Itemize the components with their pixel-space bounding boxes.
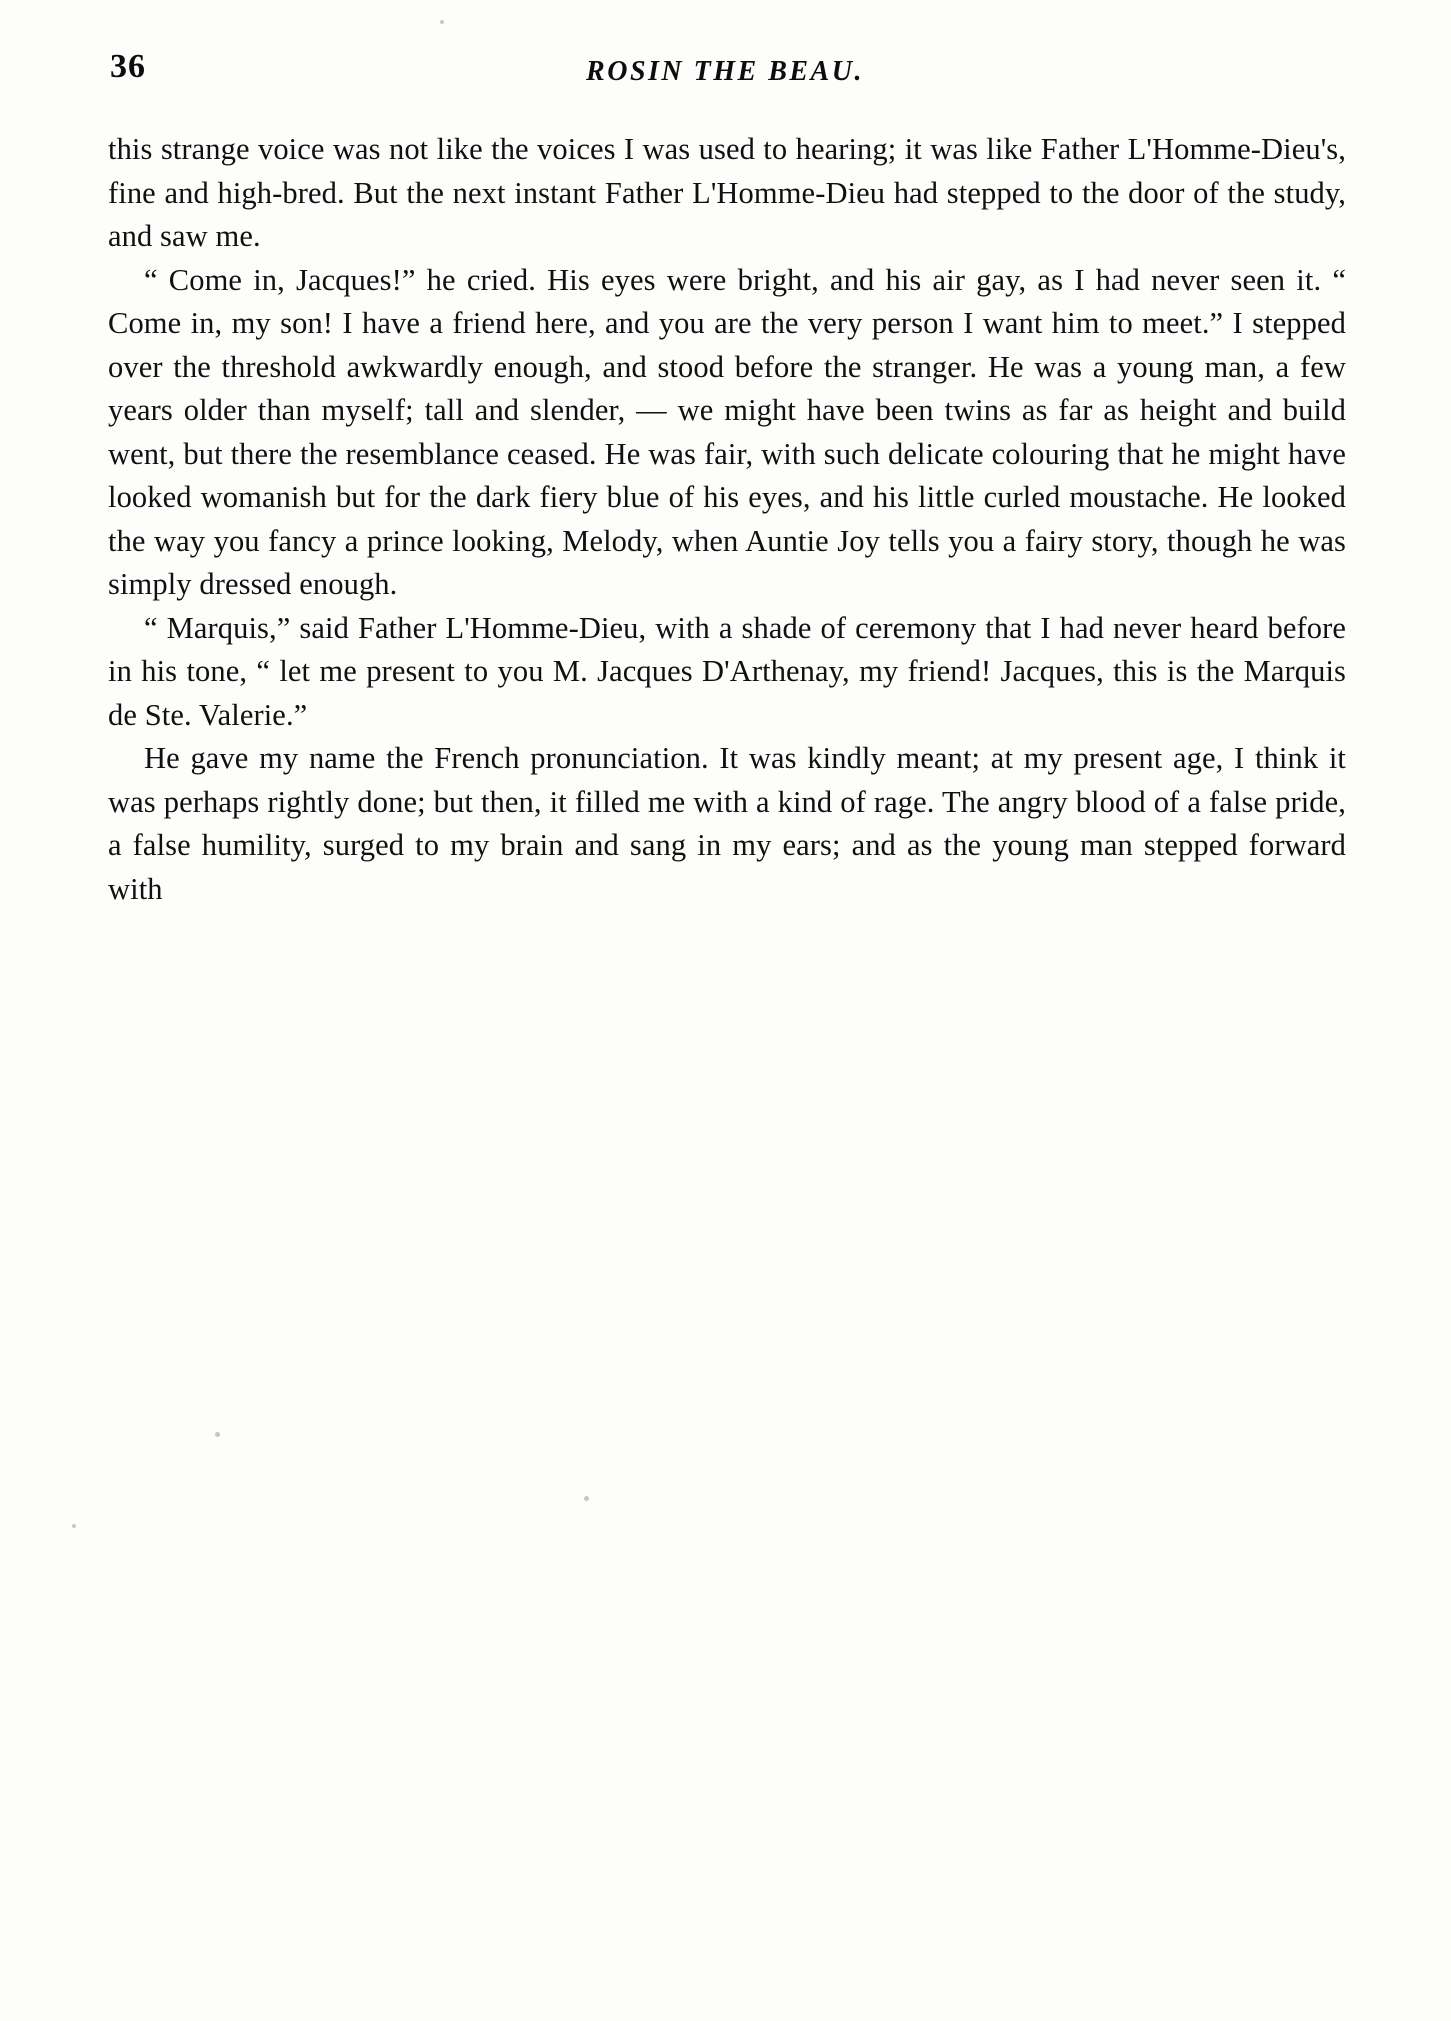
paper-speck	[584, 1496, 589, 1501]
paper-speck	[215, 1432, 220, 1437]
paragraph: “ Marquis,” said Father L'Homme-Dieu, with a shade of ceremony that I had never heard before in his tone, “ let me present to you M. Jacques D'Arthenay, my friend! Jacques, this is the Marquis de Ste. Valerie.”	[108, 610, 1346, 732]
paragraph: He gave my name the French pronunciation. It was kindly meant; at my present age, I think it was perhaps rightly done; but then, it filled me with a kind of rage. The angry blood of a false pride, a false humility, surged to my brain and sang in my ears; and as the young man stepped forward with	[108, 741, 1346, 906]
running-head-title: ROSIN THE BEAU.	[586, 56, 864, 87]
paper-speck	[440, 20, 444, 24]
paper-speck	[72, 1524, 76, 1528]
page-body	[108, 128, 1346, 911]
paragraph: “ Come in, Jacques!” he cried. His eyes were bright, and his air gay, as I had never seen it. “ Come in, my son! I have a friend here, and you are the very person I want him to meet.” I stepped over the threshold awkwardly enough, and stood before the stranger. He was a young man, a few years older than myself; tall and slender, — we might have been twins as far as height and build went, but there the resemblance ceased. He was fair, with such delicate colouring that he might have looked womanish but for the dark fiery blue of his eyes, and his little curled moustache. He looked the way you fancy a prince looking, Melody, when Auntie Joy tells you a fairy story, though he was simply dressed enough.	[108, 262, 1346, 601]
page-header	[110, 48, 1340, 98]
page-number: 36	[110, 48, 146, 85]
paragraph: this strange voice was not like the voices I was used to hearing; it was like Father L'Homme-Dieu's, fine and high-bred. But the next instant Father L'Homme-Dieu had stepped to the door of the study, and saw me.	[108, 132, 1346, 253]
